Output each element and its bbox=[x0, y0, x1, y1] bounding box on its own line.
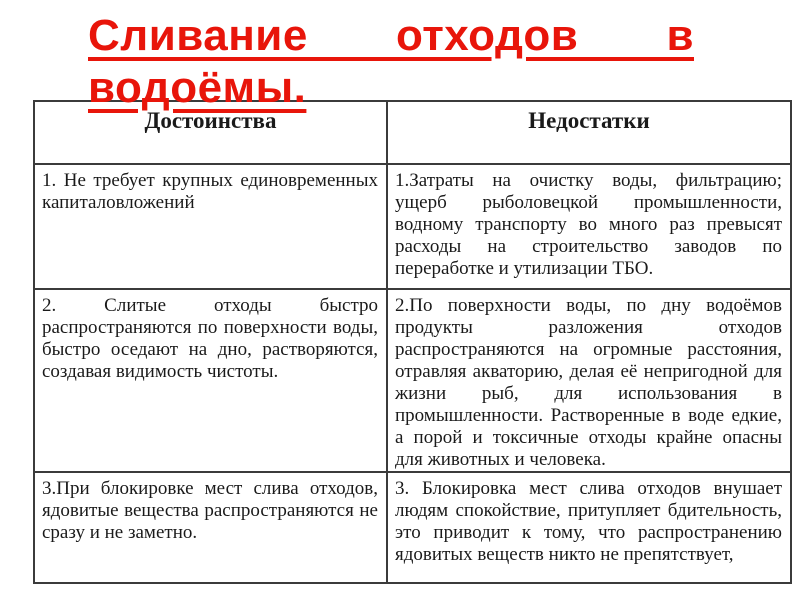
slide-title-line-1: Сливание отходов в bbox=[88, 11, 694, 60]
table-row bbox=[34, 472, 791, 583]
comparison-table bbox=[33, 100, 792, 584]
disadvantage-cell-3: 3. Блокировка мест слива отходов внушает людям спокойствие, притупляет бдительность, это приводит к тому, что распространению ядовитых веществ никто не препятствует, bbox=[387, 472, 791, 583]
table-row bbox=[34, 164, 791, 289]
disadvantage-cell-1: 1.Затраты на очистку воды, фильтрацию; ущерб рыболовецкой промышленности, водному транспорту во много раз превысят расходы на строительство заводов по переработке и утилизации ТБО. bbox=[387, 164, 791, 289]
slide-title bbox=[88, 10, 694, 114]
advantage-cell-1: 1. Не требует крупных единовременных капиталовложений bbox=[34, 164, 387, 289]
advantage-cell-3: 3.При блокировке мест слива отходов, ядовитые вещества распространяются не сразу и не заметно. bbox=[34, 472, 387, 583]
disadvantage-cell-2: 2.По поверхности воды, по дну водоёмов продукты разложения отходов распространяются на огромные расстояния, отравляя акваторию, делая её непригодной для жизни рыб, для использования в промышленности. Растворенные в воде едкие, а порой и токсичные отходы крайне опасны для животных и человека. bbox=[387, 289, 791, 472]
column-header-disadvantages: Недостатки bbox=[387, 101, 791, 164]
advantage-cell-2: 2. Слитые отходы быстро распространяются по поверхности воды, быстро оседают на дно, растворяются, создавая видимость чистоты. bbox=[34, 289, 387, 472]
slide-title-line-2: водоёмы. bbox=[88, 63, 307, 112]
column-header-advantages: Достоинства bbox=[34, 101, 387, 164]
table-row bbox=[34, 289, 791, 472]
